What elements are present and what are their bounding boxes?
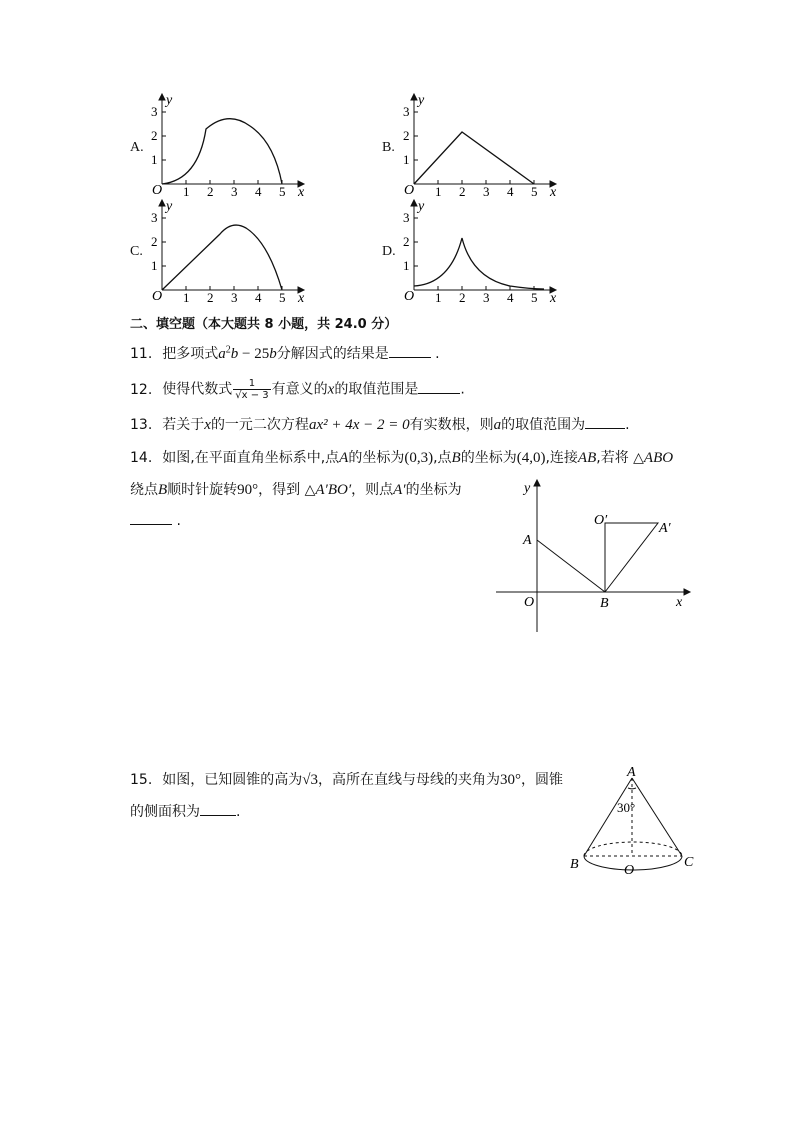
curve-d (414, 238, 544, 289)
tick-x2: 2 (207, 290, 214, 302)
o-label: O (624, 863, 635, 878)
a-label: A (523, 533, 532, 548)
q14-text: 绕点 (130, 482, 158, 498)
question-14-line3 (130, 512, 181, 529)
curve-a (162, 119, 282, 184)
tick-y1: 1 (151, 152, 158, 167)
origin-label: O (404, 183, 415, 196)
answer-blank[interactable] (585, 416, 625, 429)
q14-text: 的坐标为 (405, 482, 462, 498)
q14-rotated-triangle: A′BO′ (315, 482, 352, 498)
q12-var: x (327, 381, 335, 398)
q14-tail: . (172, 513, 181, 529)
q14-text: ,若将 △ (596, 450, 644, 466)
tick-y2: 2 (403, 128, 410, 143)
q11-text1: 把多项式 (162, 346, 219, 362)
origin-label: O (152, 183, 163, 196)
b-label: B (600, 596, 609, 611)
tick-x1: 1 (435, 290, 442, 302)
tick-y3: 3 (403, 210, 410, 225)
a-label: A (627, 765, 636, 780)
tick-x5: 5 (531, 290, 538, 302)
q13-var: x (204, 417, 211, 433)
q13-text2: 的一元二次方程 (210, 417, 309, 433)
question-14-line2 (130, 479, 462, 499)
option-label: A. (130, 140, 144, 155)
tick-y3: 3 (151, 104, 158, 119)
q15-cone-svg (566, 764, 702, 880)
tick-x3: 3 (483, 290, 490, 302)
q11-var-b: b (230, 346, 239, 362)
q15-text: 的侧面积为 (130, 804, 200, 820)
a-prime-label: A′ (659, 521, 671, 536)
x-axis-label: x (550, 185, 557, 196)
graph-option-a (128, 92, 318, 196)
q13-text4: 的取值范围为 (501, 417, 586, 433)
x-label: x (676, 595, 683, 610)
tick-y1: 1 (403, 258, 410, 273)
q14-text: ，则点 (351, 482, 394, 498)
tick-y1: 1 (151, 258, 158, 273)
answer-blank[interactable] (418, 381, 460, 394)
axes (159, 94, 304, 187)
q14-text: 的坐标为 (460, 450, 517, 466)
q11-sup: 2 (225, 344, 231, 356)
axes (411, 200, 556, 293)
question-11 (130, 343, 440, 363)
q14-text: 如图,在平面直角坐标系中,点 (162, 450, 340, 466)
tick-y2: 2 (151, 128, 158, 143)
tick-x2: 2 (459, 290, 466, 302)
q11-text2: 分解因式的结果是 (276, 346, 389, 362)
tick-y3: 3 (403, 104, 410, 119)
origin-label: O (152, 289, 163, 302)
o-label: O (524, 595, 535, 610)
q11-expr-rest: − 25 (238, 346, 270, 362)
q14-text: ,连接 (545, 450, 578, 466)
q11-tail: . (430, 346, 440, 362)
q14-figure (494, 476, 694, 636)
q14-figure-svg (494, 476, 694, 636)
q13-text3: 有实数根，则 (409, 417, 494, 433)
y-axis-label: y (166, 93, 173, 108)
answer-blank[interactable] (130, 512, 172, 525)
graph-option-b (380, 92, 570, 196)
tick-x4: 4 (507, 184, 514, 196)
y-axis-label: y (418, 199, 425, 214)
graph-option-c (128, 198, 318, 302)
angle-label: 30° (617, 800, 636, 815)
question-number: 11. (130, 346, 153, 362)
tick-x1: 1 (183, 184, 190, 196)
q14-coord-a: (0,3) (404, 450, 434, 466)
triangle-a-prime-b-o-prime (605, 523, 658, 592)
q13-tail: . (625, 417, 630, 433)
curve-c (162, 225, 282, 290)
y-axis-label: y (418, 93, 425, 108)
q15-text: ，圆锥 (521, 772, 563, 788)
q12-text2: 有意义的 (271, 381, 328, 398)
x-axis-arrow (684, 589, 690, 595)
tick-x5: 5 (531, 184, 538, 196)
q14-point-b: B (451, 450, 461, 466)
q15-text: 如图，已知圆锥的高为 (162, 772, 303, 788)
question-14-line1 (130, 447, 673, 467)
o-prime-label: O′ (594, 513, 608, 528)
q14-segment-ab: AB (577, 450, 597, 466)
q15-text: ，高所在直线与母线的夹角为 (318, 772, 500, 788)
tick-y3: 3 (151, 210, 158, 225)
question-15-line2 (130, 801, 240, 821)
x-axis-label: x (298, 185, 305, 196)
curve-b (414, 132, 534, 184)
q14-text: ,点 (433, 450, 452, 466)
q11-var-b2: b (269, 346, 277, 362)
tick-x1: 1 (435, 184, 442, 196)
x-axis-label: x (298, 291, 305, 302)
y-axis-arrow (534, 480, 540, 486)
question-number: 14. (130, 450, 153, 466)
tick-x5: 5 (279, 184, 286, 196)
segment-ab (537, 540, 605, 592)
q14-text: 顺时针旋转 (167, 482, 238, 498)
q12-text1: 使得代数式 (162, 381, 233, 398)
question-number: 12. (130, 381, 153, 398)
tick-x4: 4 (507, 290, 514, 302)
graph-d-svg (380, 198, 570, 302)
graph-a-svg (128, 92, 318, 196)
question-number: 13. (130, 417, 153, 433)
q15-sqrt: √3 (302, 772, 318, 788)
axes (159, 200, 304, 293)
question-number: 15. (130, 772, 153, 788)
x-axis-label: x (550, 291, 557, 302)
graph-b-svg (380, 92, 570, 196)
tick-y2: 2 (403, 234, 410, 249)
q11-var-a: a (218, 346, 226, 362)
tick-x1: 1 (183, 290, 190, 302)
fraction-denominator: √x − 3 (235, 390, 269, 401)
graph-option-d (380, 198, 570, 302)
tick-y1: 1 (403, 152, 410, 167)
q15-degree: 30° (500, 772, 521, 788)
q14-degree: 90° (237, 482, 259, 498)
q14-point-b: B (158, 482, 168, 498)
tick-x3: 3 (483, 184, 490, 196)
origin-label: O (404, 289, 415, 302)
c-label: C (684, 855, 694, 870)
tick-x5: 5 (279, 290, 286, 302)
answer-blank[interactable] (389, 345, 431, 358)
tick-x2: 2 (459, 184, 466, 196)
option-label: C. (130, 244, 143, 259)
q15-cone-figure (566, 764, 702, 880)
q14-coord-b: (4,0) (516, 450, 546, 466)
b-label: B (570, 857, 579, 872)
q14-text: ，得到 △ (258, 482, 316, 498)
fraction-numerator: 1 (233, 378, 270, 390)
y-label: y (524, 481, 531, 496)
axes (411, 94, 556, 187)
tick-x2: 2 (207, 184, 214, 196)
q15-tail: . (236, 804, 241, 820)
option-label: B. (382, 140, 395, 155)
y-axis-label: y (166, 199, 173, 214)
q14-point-a: A (339, 450, 349, 466)
question-12 (130, 378, 465, 401)
generatrix-ab (584, 778, 632, 856)
q12-text3: 的取值范围是 (334, 381, 419, 398)
generatrix-ac (632, 778, 682, 856)
answer-blank[interactable] (200, 803, 236, 816)
q14-triangle-abo: ABO (643, 450, 674, 466)
q13-text1: 若关于 (162, 417, 205, 433)
q14-point-a-prime: A′ (393, 482, 406, 498)
base-back-arc (584, 842, 682, 856)
tick-y2: 2 (151, 234, 158, 249)
q12-fraction (233, 378, 270, 401)
question-15-line1 (130, 769, 563, 789)
tick-x3: 3 (231, 184, 238, 196)
q14-text: 的坐标为 (348, 450, 405, 466)
tick-x3: 3 (231, 290, 238, 302)
q13-equation: ax² + 4x − 2 = 0 (308, 417, 410, 433)
tick-x4: 4 (255, 184, 262, 196)
tick-x4: 4 (255, 290, 262, 302)
graph-c-svg (128, 198, 318, 302)
q13-var2: a (493, 417, 502, 433)
option-label: D. (382, 244, 396, 259)
angle-arc (628, 788, 636, 789)
question-13 (130, 414, 630, 434)
section-title: 二、填空题（本大题共 8 小题，共 24.0 分） (130, 317, 398, 332)
q12-tail: . (460, 381, 465, 398)
